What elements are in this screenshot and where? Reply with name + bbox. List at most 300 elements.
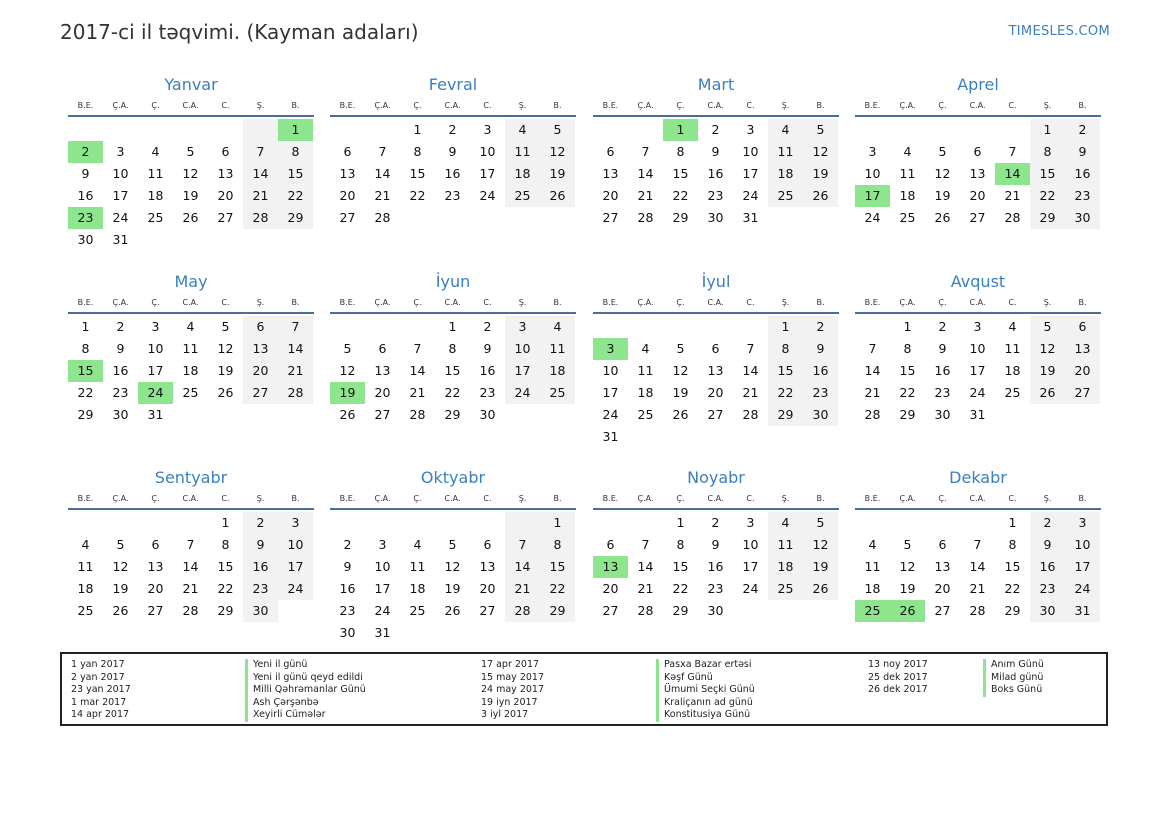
empty-cell (138, 119, 173, 141)
day-cell: 18 (540, 360, 575, 382)
day-cell: 30 (77, 232, 94, 247)
month-name: Oktyabr (420, 468, 486, 487)
month-name: İyul (701, 272, 731, 291)
day-cell: 19 (1030, 360, 1065, 382)
day-cell: 11 (637, 363, 654, 378)
weekday-label: B. (816, 298, 825, 307)
day-cell: 30 (803, 404, 838, 426)
day-grid (68, 119, 314, 251)
weekday-label: Ç. (151, 101, 160, 110)
weekday-label: Ç.A. (899, 101, 916, 110)
weekday-header (68, 490, 314, 510)
day-cell: 13 (707, 363, 724, 378)
day-cell: 3 (1065, 512, 1100, 534)
weekday-label: C. (746, 101, 755, 110)
day-cell: 26 (803, 578, 838, 600)
holiday-day-cell: 2 (68, 141, 103, 163)
weekday-label: C.A. (182, 101, 199, 110)
day-cell: 10 (374, 559, 391, 574)
site-logo-text[interactable]: TIMESLES.COM (1008, 24, 1110, 39)
day-cell: 19 (672, 385, 689, 400)
weekday-label: B.E. (339, 298, 356, 307)
day-cell: 22 (899, 385, 916, 400)
day-cell: 25 (768, 578, 803, 600)
holiday-day-cell: 14 (995, 163, 1030, 185)
holiday-day-cell: 24 (138, 382, 173, 404)
weekday-label: Ç. (938, 298, 947, 307)
day-grid (593, 119, 839, 229)
weekday-label: C.A. (182, 298, 199, 307)
month-3 (593, 73, 839, 229)
weekday-header (330, 294, 576, 314)
empty-cell (593, 316, 628, 338)
weekday-header (855, 97, 1101, 117)
month-name: Yanvar (164, 75, 218, 94)
empty-cell (960, 512, 995, 534)
day-cell: 4 (151, 144, 160, 159)
weekday-label: B. (1078, 298, 1087, 307)
weekday-label: Ç.A. (112, 494, 129, 503)
day-cell: 6 (973, 144, 982, 159)
day-cell: 6 (343, 144, 352, 159)
day-cell: 20 (147, 581, 164, 596)
empty-cell (505, 512, 540, 534)
day-cell: 7 (973, 537, 982, 552)
day-cell: 27 (969, 210, 986, 225)
empty-cell (173, 512, 208, 534)
legend-entry: Kraliçanın ad günü (656, 697, 755, 710)
day-cell: 30 (1030, 600, 1065, 622)
day-cell: 25 (147, 210, 164, 225)
day-cell: 2 (1065, 119, 1100, 141)
weekday-label: Ş. (518, 494, 527, 503)
month-11 (593, 466, 839, 622)
day-cell: 11 (409, 559, 426, 574)
empty-cell (103, 119, 138, 141)
weekday-label: Ç. (938, 494, 947, 503)
empty-cell (330, 316, 365, 338)
weekday-label: B. (1078, 101, 1087, 110)
day-cell: 14 (182, 559, 199, 574)
empty-cell (365, 512, 400, 534)
day-cell: 30 (707, 603, 724, 618)
day-cell: 29 (1030, 207, 1065, 229)
day-cell: 22 (672, 581, 689, 596)
weekday-label: B. (553, 298, 562, 307)
day-cell: 14 (742, 363, 759, 378)
legend-names-col-3 (983, 659, 1044, 697)
empty-cell (890, 512, 925, 534)
weekday-label: Ç.A. (374, 298, 391, 307)
day-cell: 3 (483, 122, 492, 137)
weekday-label: B.E. (864, 494, 881, 503)
day-cell: 18 (505, 163, 540, 185)
day-cell: 16 (707, 559, 724, 574)
day-cell: 6 (243, 316, 278, 338)
day-cell: 28 (864, 407, 881, 422)
day-cell: 1 (903, 319, 912, 334)
day-cell: 3 (868, 144, 877, 159)
day-cell: 18 (77, 581, 94, 596)
holiday-day-cell: 23 (68, 207, 103, 229)
weekday-header (593, 490, 839, 510)
day-cell: 16 (479, 363, 496, 378)
day-cell: 13 (969, 166, 986, 181)
day-cell: 14 (969, 559, 986, 574)
day-cell: 25 (505, 185, 540, 207)
day-cell: 4 (505, 119, 540, 141)
day-cell: 23 (803, 382, 838, 404)
day-cell: 1 (81, 319, 90, 334)
day-cell: 15 (217, 559, 234, 574)
day-cell: 24 (864, 210, 881, 225)
day-cell: 11 (864, 559, 881, 574)
empty-cell (138, 512, 173, 534)
empty-cell (400, 316, 435, 338)
day-cell: 11 (147, 166, 164, 181)
day-cell: 13 (479, 559, 496, 574)
day-cell: 15 (672, 166, 689, 181)
weekday-label: Ç. (676, 494, 685, 503)
day-cell: 9 (81, 166, 90, 181)
legend-entry: Xeyirli Cümələr (245, 709, 366, 722)
day-cell: 28 (278, 382, 313, 404)
day-cell: 30 (112, 407, 129, 422)
legend-dates-col-3 (868, 659, 928, 697)
day-cell: 1 (1008, 515, 1017, 530)
day-cell: 21 (505, 578, 540, 600)
day-cell: 19 (540, 163, 575, 185)
legend-entry: 15 may 2017 (481, 671, 545, 683)
day-cell: 12 (899, 559, 916, 574)
day-cell: 15 (768, 360, 803, 382)
legend-entry: Konstitusiya Günü (656, 709, 755, 722)
weekday-label: Ş. (256, 101, 265, 110)
day-cell: 10 (479, 144, 496, 159)
day-cell: 29 (672, 210, 689, 225)
weekday-label: C.A. (707, 298, 724, 307)
empty-cell (855, 316, 890, 338)
day-cell: 19 (217, 363, 234, 378)
day-cell: 6 (151, 537, 160, 552)
weekday-label: Ç. (151, 494, 160, 503)
day-cell: 18 (1004, 363, 1021, 378)
weekday-label: C.A. (969, 494, 986, 503)
empty-cell (628, 119, 663, 141)
day-cell: 9 (938, 341, 947, 356)
day-cell: 13 (934, 559, 951, 574)
weekday-header (855, 294, 1101, 314)
weekday-label: Ç. (676, 298, 685, 307)
weekday-label: C.A. (707, 101, 724, 110)
legend-entry: Boks Günü (983, 684, 1044, 697)
weekday-label: B. (291, 101, 300, 110)
month-name: Fevral (428, 75, 478, 94)
empty-cell (925, 119, 960, 141)
day-cell: 22 (1004, 581, 1021, 596)
day-cell: 3 (746, 122, 755, 137)
calendar-grid (68, 73, 1102, 643)
day-cell: 27 (707, 407, 724, 422)
day-cell: 3 (746, 515, 755, 530)
day-cell: 1 (221, 515, 230, 530)
weekday-label: B.E. (602, 298, 619, 307)
day-cell: 7 (746, 341, 755, 356)
day-cell: 18 (409, 581, 426, 596)
day-cell: 5 (1030, 316, 1065, 338)
holiday-day-cell: 13 (593, 556, 628, 578)
day-cell: 19 (899, 581, 916, 596)
empty-cell (68, 119, 103, 141)
day-cell: 5 (676, 341, 685, 356)
weekday-label: Ç. (413, 494, 422, 503)
holiday-day-cell: 19 (330, 382, 365, 404)
legend-entry: Yeni il günü (245, 659, 366, 672)
day-cell: 21 (243, 185, 278, 207)
empty-cell (435, 512, 470, 534)
weekday-header (330, 97, 576, 117)
day-cell: 31 (602, 429, 619, 444)
day-cell: 12 (934, 166, 951, 181)
day-cell: 4 (540, 316, 575, 338)
month-name: Noyabr (687, 468, 745, 487)
day-cell: 25 (409, 603, 426, 618)
day-cell: 28 (409, 407, 426, 422)
day-cell: 4 (1008, 319, 1017, 334)
day-cell: 11 (540, 338, 575, 360)
holiday-day-cell: 1 (663, 119, 698, 141)
day-cell: 17 (602, 385, 619, 400)
month-name: Avqust (950, 272, 1006, 291)
day-grid (68, 316, 314, 426)
weekday-label: Ç.A. (112, 298, 129, 307)
day-cell: 29 (278, 207, 313, 229)
weekday-label: Ş. (1043, 298, 1052, 307)
day-cell: 18 (182, 363, 199, 378)
day-cell: 2 (243, 512, 278, 534)
day-cell: 8 (448, 341, 457, 356)
legend-names-col-1 (245, 659, 366, 722)
month-8 (855, 270, 1101, 426)
day-cell: 15 (672, 559, 689, 574)
day-cell: 4 (903, 144, 912, 159)
day-cell: 30 (1065, 207, 1100, 229)
empty-cell (733, 316, 768, 338)
day-cell: 3 (378, 537, 387, 552)
day-cell: 16 (77, 188, 94, 203)
day-cell: 26 (934, 210, 951, 225)
weekday-label: C.A. (444, 101, 461, 110)
day-cell: 19 (803, 556, 838, 578)
legend-entry: Yeni il günü qeyd edildi (245, 672, 366, 685)
legend-entry: 3 iyl 2017 (481, 709, 529, 721)
day-cell: 23 (1065, 185, 1100, 207)
day-cell: 15 (540, 556, 575, 578)
weekday-label: Ş. (518, 298, 527, 307)
day-cell: 8 (221, 537, 230, 552)
day-cell: 5 (803, 119, 838, 141)
empty-cell (698, 316, 733, 338)
day-cell: 20 (707, 385, 724, 400)
day-cell: 12 (803, 141, 838, 163)
legend-entry: Ash Çərşənbə (245, 697, 366, 710)
day-cell: 25 (77, 603, 94, 618)
day-cell: 13 (147, 559, 164, 574)
day-cell: 23 (243, 578, 278, 600)
day-cell: 16 (444, 166, 461, 181)
day-cell: 27 (602, 210, 619, 225)
legend-entry: 25 dek 2017 (868, 671, 928, 683)
day-cell: 8 (676, 537, 685, 552)
day-cell: 6 (483, 537, 492, 552)
day-cell: 16 (243, 556, 278, 578)
day-cell: 16 (112, 363, 129, 378)
day-cell: 24 (479, 188, 496, 203)
day-cell: 31 (112, 232, 129, 247)
weekday-label: B. (291, 494, 300, 503)
day-cell: 8 (676, 144, 685, 159)
weekday-label: Ç.A. (637, 494, 654, 503)
day-cell: 6 (378, 341, 387, 356)
day-cell: 2 (116, 319, 125, 334)
day-cell: 23 (934, 385, 951, 400)
day-cell: 25 (899, 210, 916, 225)
day-cell: 20 (339, 188, 356, 203)
legend-entry: 1 yan 2017 (71, 659, 125, 670)
day-cell: 7 (1008, 144, 1017, 159)
empty-cell (925, 512, 960, 534)
weekday-label: B.E. (77, 494, 94, 503)
day-cell: 17 (479, 166, 496, 181)
day-cell: 28 (742, 407, 759, 422)
weekday-label: Ç.A. (112, 101, 129, 110)
day-cell: 10 (602, 363, 619, 378)
day-cell: 21 (969, 581, 986, 596)
legend-entry: 17 apr 2017 (481, 659, 540, 670)
day-cell: 21 (182, 581, 199, 596)
day-cell: 24 (278, 578, 313, 600)
day-cell: 31 (742, 210, 759, 225)
day-cell: 18 (147, 188, 164, 203)
day-cell: 9 (1065, 141, 1100, 163)
day-cell: 14 (243, 163, 278, 185)
day-cell: 23 (707, 188, 724, 203)
empty-cell (243, 119, 278, 141)
day-cell: 21 (374, 188, 391, 203)
day-cell: 21 (864, 385, 881, 400)
day-cell: 27 (1065, 382, 1100, 404)
weekday-label: Ş. (781, 494, 790, 503)
weekday-label: C.A. (969, 101, 986, 110)
holiday-day-cell: 17 (855, 185, 890, 207)
month-4 (855, 73, 1101, 229)
weekday-label: C.A. (969, 298, 986, 307)
day-cell: 31 (374, 625, 391, 640)
day-cell: 29 (899, 407, 916, 422)
empty-cell (855, 119, 890, 141)
day-cell: 29 (1004, 603, 1021, 618)
day-cell: 22 (672, 188, 689, 203)
day-cell: 17 (969, 363, 986, 378)
legend-entry: 19 iyn 2017 (481, 696, 538, 708)
weekday-label: C. (1008, 101, 1017, 110)
month-6 (330, 270, 576, 426)
day-cell: 25 (1004, 385, 1021, 400)
day-cell: 11 (899, 166, 916, 181)
day-cell: 20 (934, 581, 951, 596)
day-cell: 15 (409, 166, 426, 181)
day-cell: 2 (938, 319, 947, 334)
weekday-label: Ç. (413, 298, 422, 307)
day-cell: 17 (1065, 556, 1100, 578)
day-cell: 27 (374, 407, 391, 422)
day-cell: 28 (637, 603, 654, 618)
day-cell: 27 (934, 603, 951, 618)
day-cell: 9 (243, 534, 278, 556)
day-cell: 29 (217, 603, 234, 618)
day-cell: 17 (147, 363, 164, 378)
weekday-label: C. (746, 494, 755, 503)
day-cell: 26 (444, 603, 461, 618)
weekday-label: B.E. (864, 298, 881, 307)
weekday-label: B.E. (339, 101, 356, 110)
day-cell: 26 (672, 407, 689, 422)
day-cell: 7 (186, 537, 195, 552)
day-cell: 26 (217, 385, 234, 400)
day-cell: 5 (540, 119, 575, 141)
day-cell: 29 (672, 603, 689, 618)
day-cell: 3 (505, 316, 540, 338)
weekday-header (593, 294, 839, 314)
day-cell: 11 (1004, 341, 1021, 356)
day-cell: 5 (186, 144, 195, 159)
holiday-day-cell: 26 (890, 600, 925, 622)
day-cell: 19 (934, 188, 951, 203)
day-cell: 22 (409, 188, 426, 203)
day-cell: 7 (505, 534, 540, 556)
day-cell: 16 (934, 363, 951, 378)
day-cell: 28 (1004, 210, 1021, 225)
day-cell: 15 (899, 363, 916, 378)
day-cell: 7 (378, 144, 387, 159)
day-cell: 28 (374, 210, 391, 225)
day-cell: 12 (672, 363, 689, 378)
day-cell: 28 (637, 210, 654, 225)
day-cell: 9 (711, 144, 720, 159)
day-cell: 29 (768, 404, 803, 426)
weekday-label: C. (483, 101, 492, 110)
weekday-label: B.E. (339, 494, 356, 503)
day-cell: 26 (540, 185, 575, 207)
month-name: İyun (435, 272, 471, 291)
day-cell: 9 (803, 338, 838, 360)
day-cell: 2 (483, 319, 492, 334)
day-cell: 12 (112, 559, 129, 574)
day-cell: 30 (707, 210, 724, 225)
day-cell: 2 (448, 122, 457, 137)
month-name: Dekabr (949, 468, 1007, 487)
day-cell: 20 (374, 385, 391, 400)
day-cell: 27 (339, 210, 356, 225)
day-cell: 13 (1065, 338, 1100, 360)
day-cell: 8 (413, 144, 422, 159)
empty-cell (330, 119, 365, 141)
day-cell: 1 (413, 122, 422, 137)
weekday-label: Ş. (1043, 101, 1052, 110)
day-cell: 14 (637, 166, 654, 181)
day-cell: 24 (969, 385, 986, 400)
day-cell: 10 (742, 144, 759, 159)
